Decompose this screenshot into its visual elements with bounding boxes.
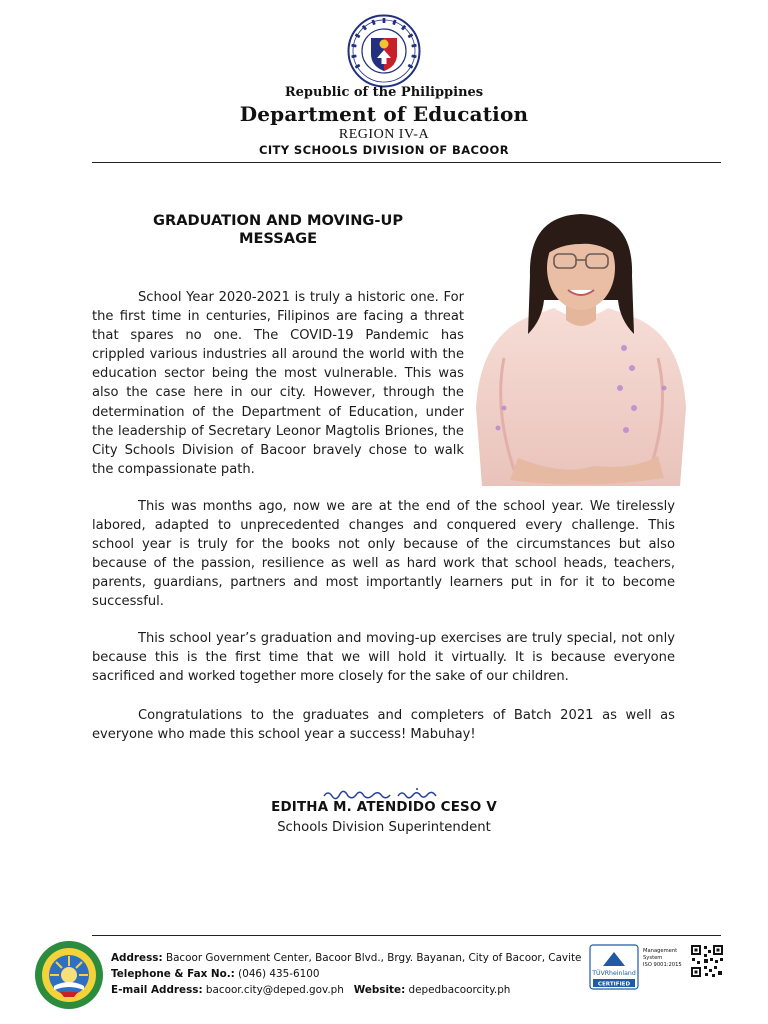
document-title <box>92 212 464 248</box>
paragraph-1-text: School Year 2020-2021 is truly a historic one. For the first time in centuries, Filipinos are facing a threat that spares no one. The COVID-19 Pandemic has crippled various industries all around the world with the education sector being the most vulnerable. This was also the case here in our city. However, through the determination of the Department of Education, under the leadership of Secretary Leonor Magtolis Briones, the City Schools Division of Bacoor bravely chose to walk the compassionate path. <box>92 290 464 477</box>
cert-line-3: ISO 9001:2015 <box>643 962 682 968</box>
website-link[interactable]: depedbacoorcity.ph <box>408 984 511 996</box>
email-link[interactable]: bacoor.city@deped.gov.ph <box>205 984 344 996</box>
iso-certification-badge <box>589 944 685 990</box>
paragraph-1 <box>92 288 464 479</box>
superintendent-portrait <box>474 208 688 486</box>
footer-address: Address: Bacoor Government Center, Bacoor Blvd., Brgy. Bayanan, City of Bacoor, Cavite <box>111 952 582 964</box>
cert-brand: TÜVRheinland <box>592 970 636 977</box>
paragraph-2-text: This was months ago, now we are at the end of the school year. We tirelessly labored, adapted to unprecedented changes and conquered every challenge. This school year is truly for the books not only because of the circumstances but also because of the passion, resilience as well as hard work that school heads, teachers, parents, guardians, partners and most importantly learners put in for it to become successful. <box>92 499 675 610</box>
footer-divider <box>92 935 721 936</box>
deped-seal-logo <box>347 14 421 88</box>
footer-contact: E-mail Address: bacoor.city@deped.gov.ph Website: depedbacoorcity.ph <box>111 984 511 996</box>
paragraph-3 <box>92 629 675 686</box>
qr-code <box>690 944 724 978</box>
paragraph-4-text: Congratulations to the graduates and completers of Batch 2021 as well as everyone who made this school year a success! Mabuhay! <box>92 708 675 743</box>
paragraph-2 <box>92 497 675 612</box>
division-label: CITY SCHOOLS DIVISION OF BACOOR <box>259 143 509 157</box>
title-line-1: GRADUATION AND MOVING-UP <box>152 212 404 229</box>
header-divider <box>92 162 721 163</box>
paragraph-3-text: This school year’s graduation and moving-up exercises are truly special, not only because this is the first time that we will hold it virtually. It is because everyone sacrificed and worked together more closely for the sake of our children. <box>92 631 675 685</box>
cert-line-2: System <box>643 955 663 961</box>
cert-badge: CERTIFIED <box>597 981 631 988</box>
signatory-name: EDITHA M. ATENDIDO CESO V <box>271 800 497 815</box>
division-seal-logo <box>34 940 104 1010</box>
paragraph-4 <box>92 706 675 744</box>
department-heading: Department of Education <box>239 102 529 126</box>
footer-phone: Telephone & Fax No.: (046) 435-6100 <box>111 968 320 980</box>
republic-heading: Republic of the Philippines <box>284 85 484 100</box>
region-label: REGION IV-A <box>338 127 430 142</box>
cert-line-1: Management <box>643 948 678 954</box>
title-line-2: MESSAGE <box>238 230 318 247</box>
signatory-position: Schools Division Superintendent <box>277 820 491 835</box>
